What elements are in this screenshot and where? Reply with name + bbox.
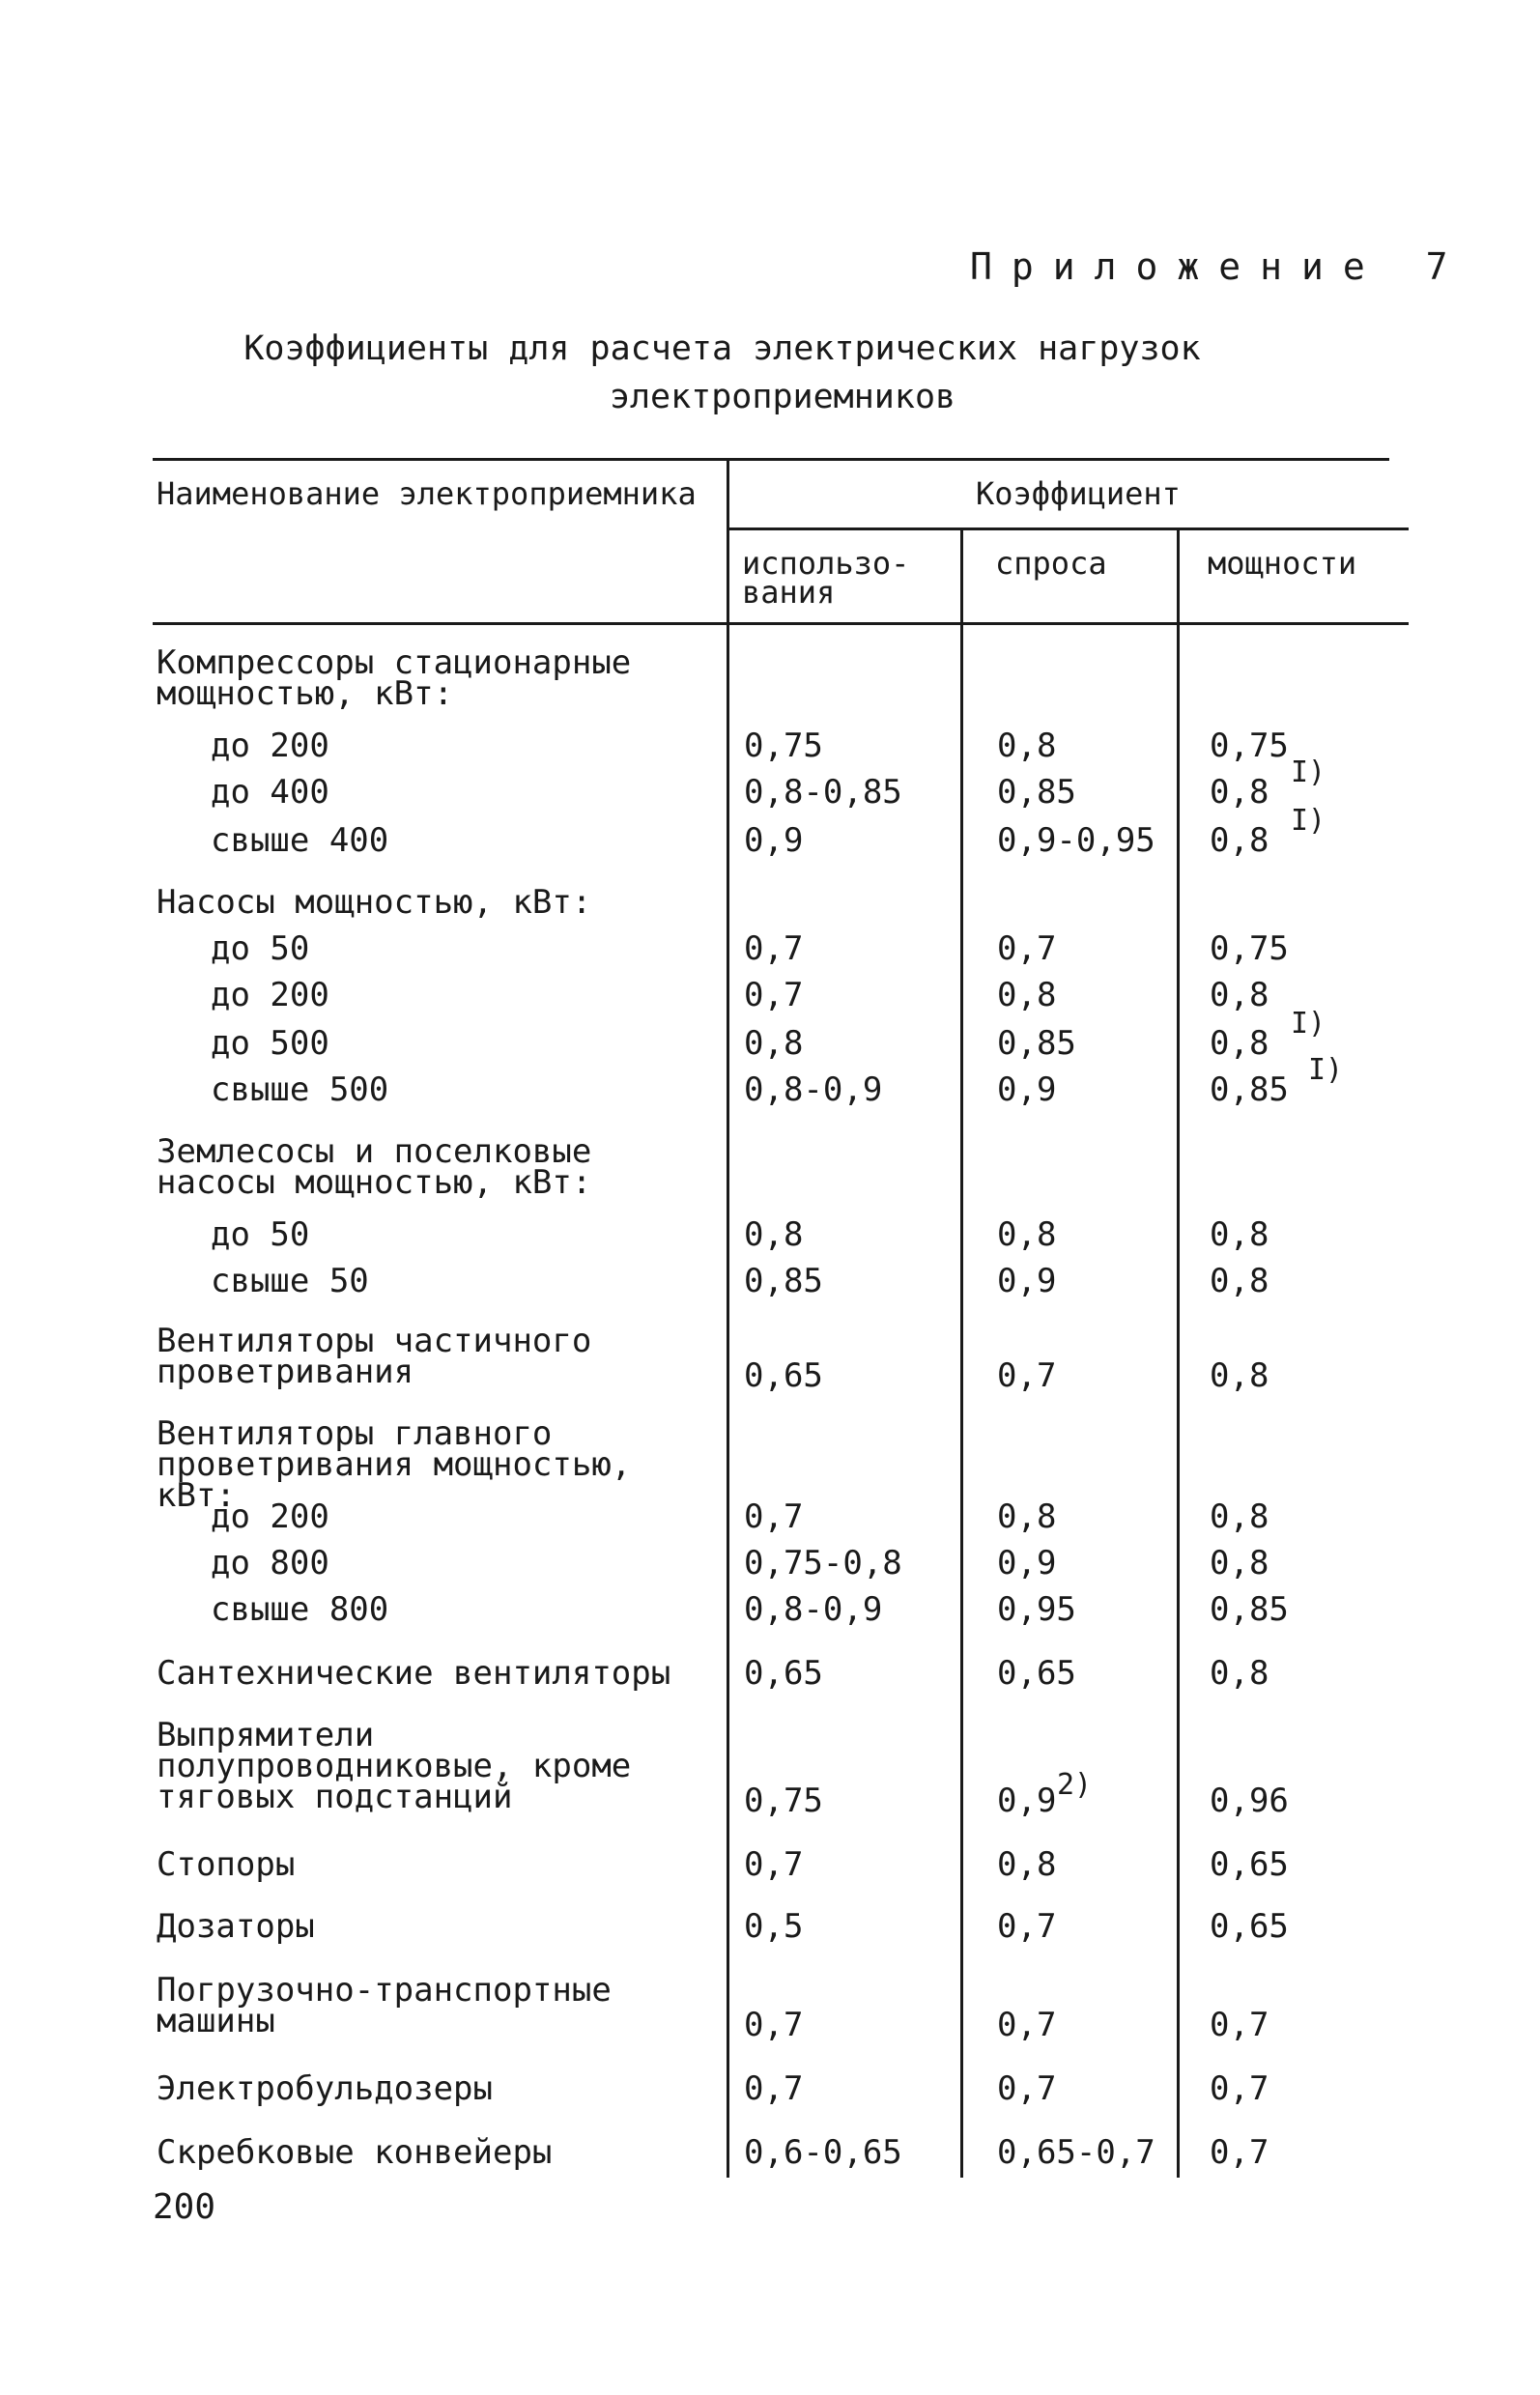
cell-power: 0,75	[1210, 929, 1289, 968]
cell-demand: 0,9-0,95	[997, 821, 1155, 860]
cell-power: 0,96	[1210, 1782, 1289, 1820]
row-name: до 50	[211, 1215, 310, 1254]
header-power: мощности	[1208, 545, 1357, 582]
demand-column-divider	[1177, 527, 1180, 2178]
cell-power: 0,8	[1210, 773, 1269, 812]
page-number: 200	[153, 2187, 216, 2227]
row-name: Скребковые конвейеры	[157, 2133, 553, 2172]
row-name: до 200	[211, 1497, 329, 1536]
row-name: Электробульдозеры	[157, 2069, 493, 2108]
row-name: Вентиляторы частичного проветривания	[157, 1322, 592, 1391]
footnote-mark: 2)	[1057, 1768, 1093, 1802]
row-name: Вентиляторы главного проветривания мощностью, кВт:	[157, 1414, 632, 1515]
row-name: Стопоры	[157, 1845, 296, 1884]
table-top-rule	[153, 458, 1389, 461]
cell-demand: 0,7	[997, 2006, 1057, 2044]
cell-demand: 0,7	[997, 1356, 1057, 1395]
row-name: свыше 800	[211, 1590, 389, 1629]
cell-demand: 0,9	[997, 1262, 1057, 1300]
header-demand: спроса	[995, 545, 1107, 582]
cell-power: 0,8	[1210, 1215, 1269, 1254]
header-coefficient: Коэффициент	[976, 475, 1181, 512]
page-title	[155, 325, 1411, 421]
cell-use: 0,7	[744, 2069, 804, 2108]
row-name: свыше 50	[211, 1262, 369, 1300]
name-column-divider	[727, 458, 729, 2178]
header-use-line-1: использо-	[742, 545, 910, 582]
cell-use: 0,65	[744, 1654, 823, 1693]
row-name: до 200	[211, 727, 329, 765]
cell-demand: 0,7	[997, 2069, 1057, 2108]
cell-power: 0,85	[1210, 1590, 1289, 1629]
cell-use: 0,6-0,65	[744, 2133, 902, 2172]
cell-power: 0,8	[1210, 1544, 1269, 1582]
cell-power: 0,8	[1210, 1024, 1269, 1063]
cell-demand: 0,9	[997, 1782, 1057, 1820]
cell-demand: 0,9	[997, 1070, 1057, 1109]
cell-power: 0,85	[1210, 1070, 1289, 1109]
row-name: свыше 500	[211, 1070, 389, 1109]
cell-demand: 0,8	[997, 727, 1057, 765]
cell-use: 0,85	[744, 1262, 823, 1300]
cell-demand: 0,65-0,7	[997, 2133, 1155, 2172]
cell-power: 0,8	[1210, 1654, 1269, 1693]
cell-power: 0,8	[1210, 976, 1269, 1014]
cell-demand: 0,65	[997, 1654, 1076, 1693]
cell-use: 0,75	[744, 1782, 823, 1820]
row-name: до 400	[211, 773, 329, 812]
coefficients-table	[153, 458, 1409, 2178]
row-name: до 50	[211, 929, 310, 968]
header-bottom-rule	[153, 622, 1409, 625]
row-name: Сантехнические вентиляторы	[157, 1654, 671, 1693]
row-name: Землесосы и поселковые насосы мощностью, кВт:	[157, 1132, 592, 1202]
use-column-divider	[960, 527, 963, 2178]
cell-use: 0,8	[744, 1024, 804, 1063]
cell-demand: 0,7	[997, 1907, 1057, 1946]
cell-power: 0,8	[1210, 1497, 1269, 1536]
cell-use: 0,5	[744, 1907, 804, 1946]
row-name: Дозаторы	[157, 1907, 315, 1946]
coef-header-rule	[728, 527, 1409, 530]
header-name: Наименование электроприемника	[157, 475, 697, 512]
cell-use: 0,8-0,9	[744, 1070, 883, 1109]
row-name: до 800	[211, 1544, 329, 1582]
cell-use: 0,75-0,8	[744, 1544, 902, 1582]
cell-power: 0,65	[1210, 1845, 1289, 1884]
cell-power: 0,8	[1210, 1262, 1269, 1300]
header-use-line-2: вания	[742, 574, 836, 611]
cell-use: 0,7	[744, 929, 804, 968]
cell-use: 0,7	[744, 976, 804, 1014]
cell-power: 0,7	[1210, 2069, 1269, 2108]
row-name: Погрузочно-транспортные машины	[157, 1971, 612, 2040]
row-name: до 500	[211, 1024, 329, 1063]
row-name: до 200	[211, 976, 329, 1014]
row-name: свыше 400	[211, 821, 389, 860]
appendix-label: Приложение 7	[970, 245, 1468, 288]
cell-use: 0,8-0,9	[744, 1590, 883, 1629]
cell-demand: 0,8	[997, 1845, 1057, 1884]
cell-power: 0,75	[1210, 727, 1289, 765]
cell-power: 0,7	[1210, 2133, 1269, 2172]
row-name: Насосы мощностью, кВт:	[157, 883, 592, 922]
cell-use: 0,7	[744, 2006, 804, 2044]
title-line-2: электроприемников	[609, 378, 956, 416]
footnote-mark: I)	[1291, 1007, 1326, 1041]
cell-use: 0,8	[744, 1215, 804, 1254]
cell-use: 0,7	[744, 1845, 804, 1884]
footnote-mark: I)	[1291, 804, 1326, 838]
footnote-mark: I)	[1308, 1053, 1344, 1087]
cell-power: 0,8	[1210, 1356, 1269, 1395]
cell-demand: 0,8	[997, 976, 1057, 1014]
footnote-mark: I)	[1291, 756, 1326, 789]
cell-demand: 0,8	[997, 1497, 1057, 1536]
cell-use: 0,9	[744, 821, 804, 860]
title-line-1: Коэффициенты для расчета электрических нагрузок	[243, 329, 1201, 368]
cell-use: 0,75	[744, 727, 823, 765]
row-name: Компрессоры стационарные мощностью, кВт:	[157, 643, 632, 713]
cell-power: 0,65	[1210, 1907, 1289, 1946]
cell-demand: 0,8	[997, 1215, 1057, 1254]
cell-demand: 0,85	[997, 773, 1076, 812]
cell-use: 0,7	[744, 1497, 804, 1536]
cell-power: 0,8	[1210, 821, 1269, 860]
cell-use: 0,65	[744, 1356, 823, 1395]
cell-power: 0,7	[1210, 2006, 1269, 2044]
row-name: Выпрямители полупроводниковые, кроме тяговых подстанций	[157, 1716, 632, 1816]
cell-demand: 0,85	[997, 1024, 1076, 1063]
cell-use: 0,8-0,85	[744, 773, 902, 812]
cell-demand: 0,7	[997, 929, 1057, 968]
cell-demand: 0,95	[997, 1590, 1076, 1629]
cell-demand: 0,9	[997, 1544, 1057, 1582]
